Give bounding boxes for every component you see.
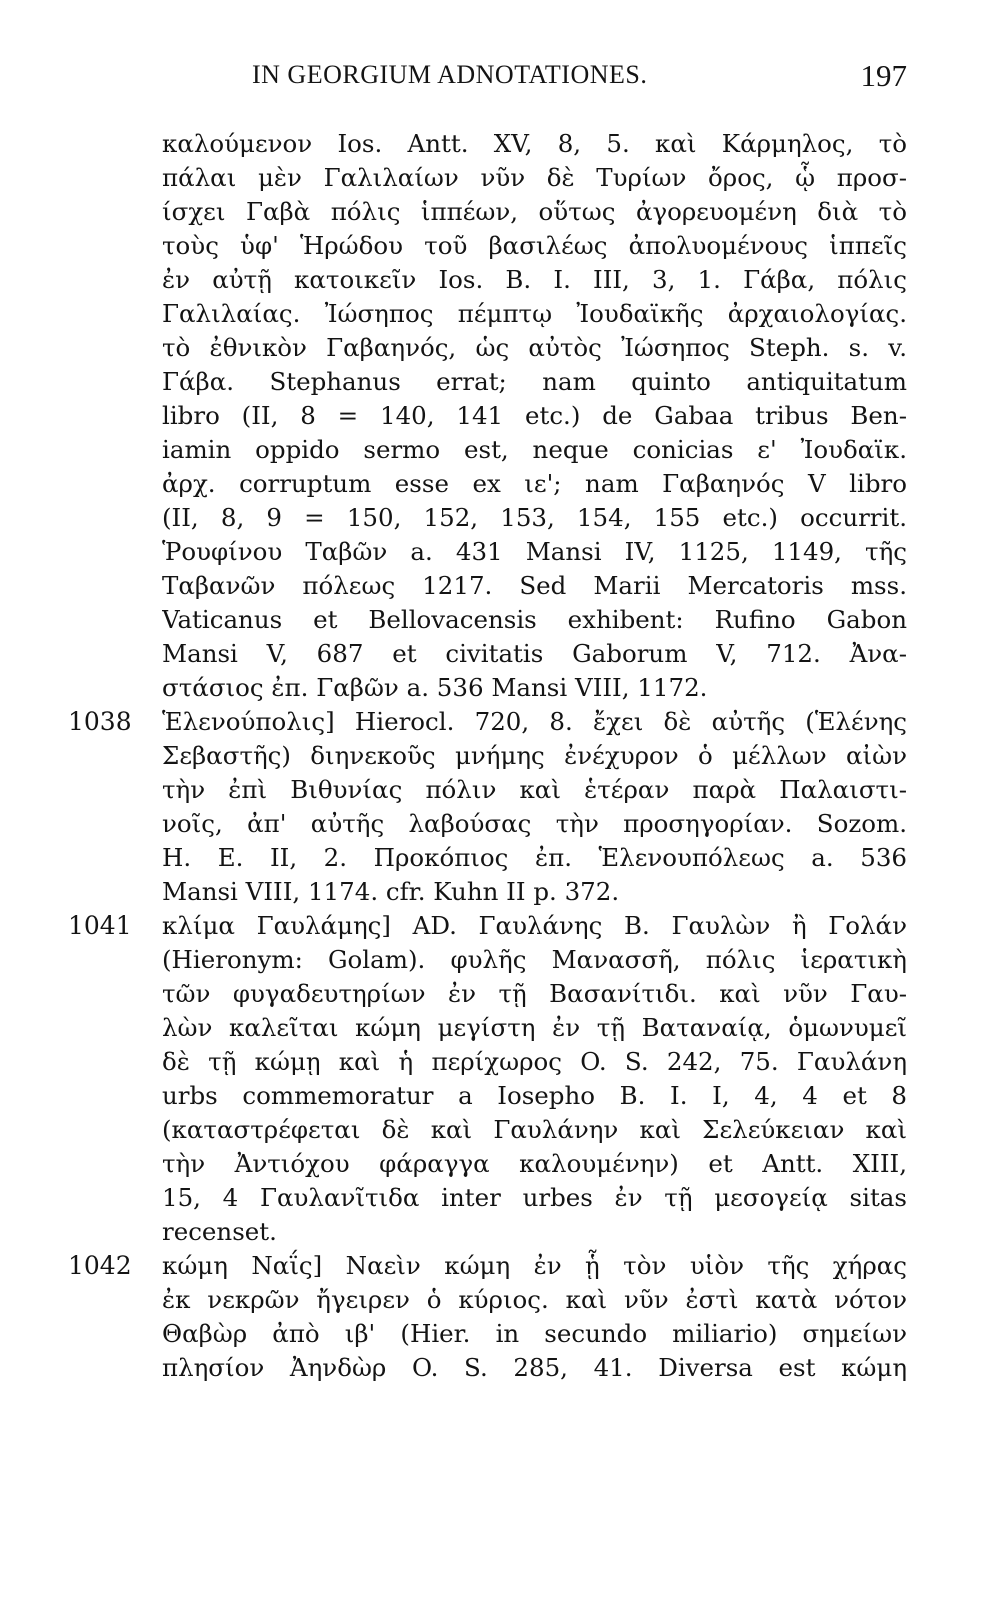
text-line: πάλαι μὲν Γαλιλαίων νῦν δὲ Τυρίων ὄρος, ᾧ προσ- xyxy=(162,163,907,192)
text-line: ἐκ νεκρῶν ἤγειρεν ὁ κύριος. καὶ νῦν ἐστὶ κατὰ νότον xyxy=(162,1285,907,1314)
text-line: Ἑλενούπολις] Hierocl. 720, 8. ἔχει δὲ αὐτῆς (Ἑλένης xyxy=(162,707,907,736)
text-line: ἀρχ. corruptum esse ex ιε'; nam Γαβαηνός V libro xyxy=(162,469,907,498)
entry-number: 1041 xyxy=(68,911,132,940)
text-line: τὴν Ἀντιόχου φάραγγα καλουμένην) et Antt. XIII, xyxy=(162,1149,907,1178)
text-line: στάσιος ἐπ. Γαβῶν a. 536 Mansi VIII, 1172. xyxy=(162,673,708,702)
text-line: Mansi V, 687 et civitatis Gaborum V, 712. Ἀνα- xyxy=(162,639,907,668)
text-line: Γαλιλαίας. Ἰώσηπος πέμπτῳ Ἰουδαϊκῆς ἀρχαιολογίας. xyxy=(162,299,907,328)
text-line: Σεβαστῆς) διηνεκοῦς μνήμης ἐνέχυρον ὁ μέλλων αἰὼν xyxy=(162,741,907,770)
text-line: Mansi VIII, 1174. cfr. Kuhn II p. 372. xyxy=(162,877,620,906)
text-line: iamin oppido sermo est, neque conicias ε' Ἰουδαϊκ. xyxy=(162,435,907,464)
page-number: 197 xyxy=(860,58,907,93)
text-line: λὼν καλεῖται κώμη μεγίστη ἐν τῇ Βαταναίᾳ, ὁμωνυμεῖ xyxy=(162,1013,907,1042)
text-line: Ῥουφίνου Ταβῶν a. 431 Mansi IV, 1125, 1149, τῆς xyxy=(162,537,907,566)
entry-number: 1038 xyxy=(68,707,132,736)
running-head xyxy=(252,60,907,94)
text-line: urbs commemoratur a Iosepho B. I. I, 4, 4 et 8 xyxy=(162,1081,907,1110)
text-line: 15, 4 Γαυλανῖτιδα inter urbes ἐν τῇ μεσογείᾳ sitas xyxy=(162,1183,907,1212)
text-line: κώμη Ναΐς] Ναεὶν κώμη ἐν ᾗ τὸν υἱὸν τῆς χήρας xyxy=(162,1251,907,1280)
text-line: τὸ ἐθνικὸν Γαβαηνός, ὡς αὐτὸς Ἰώσηπος Steph. s. v. xyxy=(162,333,907,362)
text-line: Ταβανῶν πόλεως 1217. Sed Marii Mercatoris mss. xyxy=(162,571,907,600)
text-line: recenset. xyxy=(162,1217,277,1246)
text-line: (Hieronym: Golam). φυλῆς Μανασσῆ, πόλις ἱερατικὴ xyxy=(162,945,907,974)
text-line: νοῖς, ἀπ' αὐτῆς λαβούσας τὴν προσηγορίαν. Sozom. xyxy=(162,809,907,838)
text-line: libro (II, 8 = 140, 141 etc.) de Gabaa tribus Ben- xyxy=(162,401,907,430)
entry-number: 1042 xyxy=(68,1251,132,1280)
text-line: πλησίον Ἀηνδὼρ O. S. 285, 41. Diversa est κώμη xyxy=(162,1353,907,1382)
text-line: (καταστρέφεται δὲ καὶ Γαυλάνην καὶ Σελεύκειαν καὶ xyxy=(162,1115,907,1144)
text-line: Θαβὼρ ἀπὸ ιβ' (Hier. in secundo miliario) σημείων xyxy=(162,1319,907,1348)
text-line: H. E. II, 2. Προκόπιος ἐπ. Ἑλενουπόλεως a. 536 xyxy=(162,843,907,872)
text-line: ίσχει Γαβὰ πόλις ἱππέων, οὕτως ἀγορευομένη διὰ τὸ xyxy=(162,197,907,226)
text-line: τῶν φυγαδευτηρίων ἐν τῇ Βασανίτιδι. καὶ νῦν Γαυ- xyxy=(162,979,907,1008)
text-line: τοὺς ὑφ' Ἡρώδου τοῦ βασιλέως ἀπολυομένους ἱππεῖς xyxy=(162,231,907,260)
text-line: ἐν αὐτῇ κατοικεῖν Ios. B. I. III, 3, 1. Γάβα, πόλις xyxy=(162,265,907,294)
text-line: Γάβα. Stephanus errat; nam quinto antiquitatum xyxy=(162,367,907,396)
text-line: (II, 8, 9 = 150, 152, 153, 154, 155 etc.) occurrit. xyxy=(162,503,907,532)
text-line: καλούμενον Ios. Antt. XV, 8, 5. καὶ Κάρμηλος, τὸ xyxy=(162,129,907,158)
text-line: δὲ τῇ κώμῃ καὶ ἡ περίχωρος O. S. 242, 75. Γαυλάνη xyxy=(162,1047,907,1076)
text-line: Vaticanus et Bellovacensis exhibent: Rufino Gabon xyxy=(162,605,907,634)
text-line: κλίμα Γαυλάμης] AD. Γαυλάνης B. Γαυλὼν ἢ Γολάν xyxy=(162,911,907,940)
text-line: τὴν ἐπὶ Βιθυνίας πόλιν καὶ ἑτέραν παρὰ Παλαιστι- xyxy=(162,775,907,804)
running-head-title: IN GEORGIUM ADNOTATIONES. xyxy=(252,60,648,89)
